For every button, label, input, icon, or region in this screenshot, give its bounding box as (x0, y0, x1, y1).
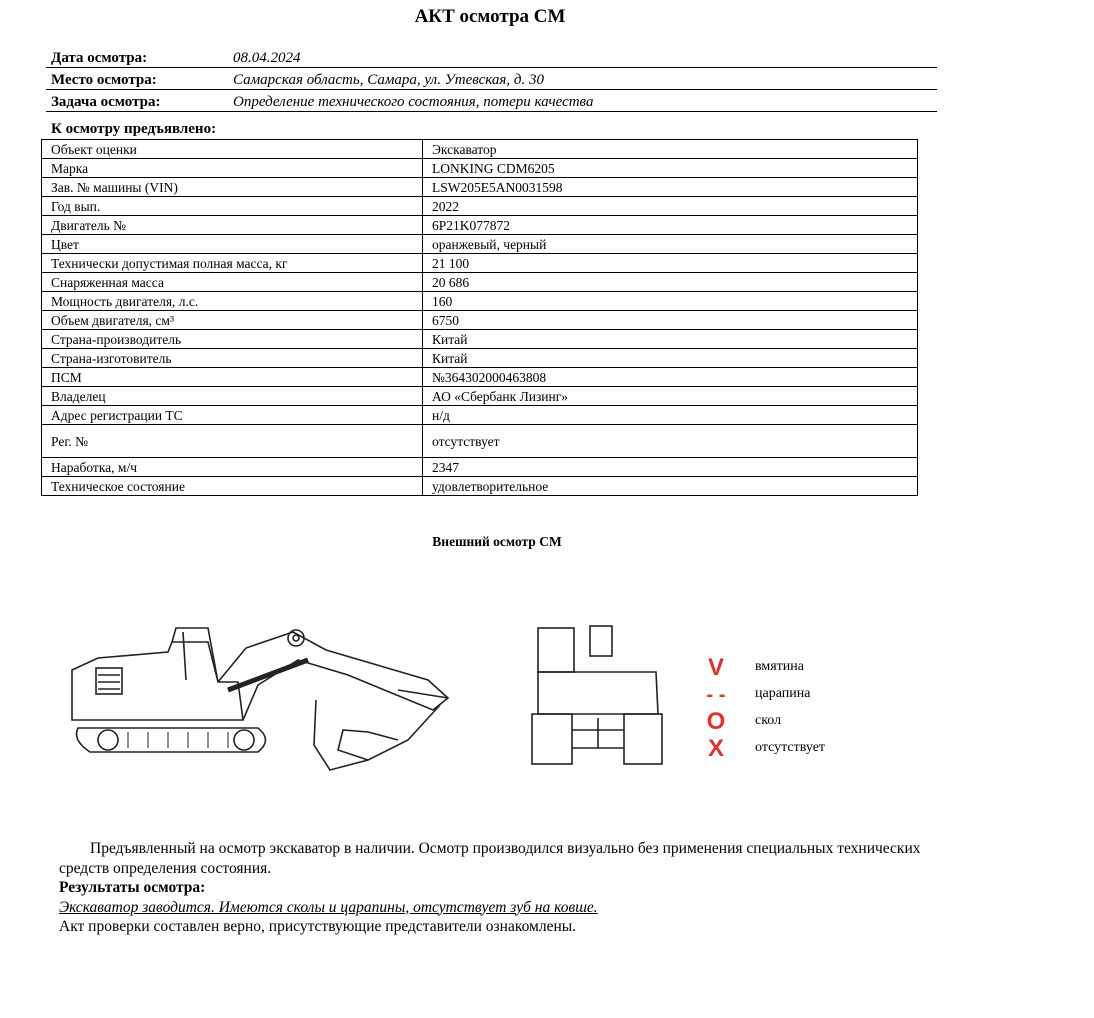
presented-heading: К осмотру предъявлено: (51, 121, 217, 137)
legend-label: отсутствует (755, 740, 826, 755)
spec-row (42, 477, 918, 496)
inspection-paragraph: Предъявленный на осмотр экскаватор в наличии. Осмотр производился визуально без применения специальных технических средств определения состояния. (59, 840, 921, 877)
spec-label: Страна-производитель (42, 330, 423, 349)
spec-label: Владелец (42, 387, 423, 406)
spec-value: Экскаватор (423, 140, 918, 159)
legend-label: скол (755, 713, 782, 728)
chip-symbol-icon: O (706, 708, 726, 735)
meta-value: 08.04.2024 (233, 50, 301, 66)
spec-row (42, 178, 918, 197)
spec-value: оранжевый, черный (423, 235, 918, 254)
legend-label: вмятина (755, 659, 804, 674)
spec-label: Техническое состояние (42, 477, 423, 496)
meta-row-task (46, 90, 937, 112)
spec-value: 6P21K077872 (423, 216, 918, 235)
spec-label: Технически допустимая полная масса, кг (42, 254, 423, 273)
meta-value: Определение технического состояния, потери качества (233, 94, 594, 110)
excavator-side-view (68, 620, 468, 785)
spec-label: Марка (42, 159, 423, 178)
legend-item-scratch (700, 683, 900, 709)
spec-row (42, 458, 918, 477)
dent-symbol-icon: V (707, 654, 724, 681)
scratch-symbol-icon: - - (706, 684, 726, 706)
spec-value: 20 686 (423, 273, 918, 292)
spec-value: Китай (423, 330, 918, 349)
inspection-meta (46, 46, 937, 112)
spec-value: 6750 (423, 311, 918, 330)
spec-label: Наработка, м/ч (42, 458, 423, 477)
legend-item-missing (700, 737, 900, 763)
spec-value: LSW205E5AN0031598 (423, 178, 918, 197)
spec-value: удовлетворительное (423, 477, 918, 496)
spec-row (42, 425, 918, 458)
spec-row (42, 216, 918, 235)
document-title: АКТ осмотра СМ (414, 6, 566, 27)
spec-row (42, 387, 918, 406)
spec-row (42, 292, 918, 311)
spec-row (42, 140, 918, 159)
spec-value: №364302000463808 (423, 368, 918, 387)
results-text: Экскаватор заводится. Имеются сколы и царапины, отсутствует зуб на ковше. (59, 898, 598, 916)
spec-row (42, 349, 918, 368)
spec-label: Снаряженная масса (42, 273, 423, 292)
spec-row (42, 197, 918, 216)
spec-label: Цвет (42, 235, 423, 254)
conclusion-section (59, 839, 939, 937)
spec-label: Мощность двигателя, л.с. (42, 292, 423, 311)
spec-value: LONKING CDM6205 (423, 159, 918, 178)
external-inspection-heading: Внешний осмотр СМ (432, 534, 562, 549)
missing-symbol-icon: X (707, 735, 724, 762)
meta-key: Место осмотра: (51, 72, 157, 88)
meta-value: Самарская область, Самара, ул. Утевская, д. 30 (233, 72, 544, 88)
meta-key: Дата осмотра: (51, 50, 148, 66)
spec-value: 21 100 (423, 254, 918, 273)
results-heading: Результаты осмотра: (59, 879, 206, 896)
spec-value: 2022 (423, 197, 918, 216)
spec-label: Адрес регистрации ТС (42, 406, 423, 425)
spec-label: Объект оценки (42, 140, 423, 159)
spec-row (42, 235, 918, 254)
spec-row (42, 273, 918, 292)
spec-label: ПСМ (42, 368, 423, 387)
spec-table (41, 139, 918, 496)
spec-value: 160 (423, 292, 918, 311)
spec-row (42, 406, 918, 425)
spec-label: Страна-изготовитель (42, 349, 423, 368)
spec-label: Рег. № (42, 425, 423, 458)
spec-label: Год вып. (42, 197, 423, 216)
legend-label: царапина (755, 686, 811, 701)
spec-label: Зав. № машины (VIN) (42, 178, 423, 197)
spec-row (42, 311, 918, 330)
meta-row-date (46, 46, 937, 68)
legend-item-chip (700, 710, 900, 736)
spec-label: Объем двигателя, см³ (42, 311, 423, 330)
legend-item-dent (700, 656, 900, 682)
spec-row (42, 368, 918, 387)
meta-key: Задача осмотра: (51, 94, 161, 110)
excavator-rear-view (528, 622, 664, 770)
spec-value: н/д (423, 406, 918, 425)
spec-row (42, 159, 918, 178)
spec-label: Двигатель № (42, 216, 423, 235)
spec-value: АО «Сбербанк Лизинг» (423, 387, 918, 406)
spec-value: отсутствует (423, 425, 918, 458)
spec-row (42, 330, 918, 349)
meta-row-place (46, 68, 937, 90)
spec-value: Китай (423, 349, 918, 368)
spec-row (42, 254, 918, 273)
closing-statement: Акт проверки составлен верно, присутствующие представители ознакомлены. (59, 918, 577, 935)
spec-value: 2347 (423, 458, 918, 477)
